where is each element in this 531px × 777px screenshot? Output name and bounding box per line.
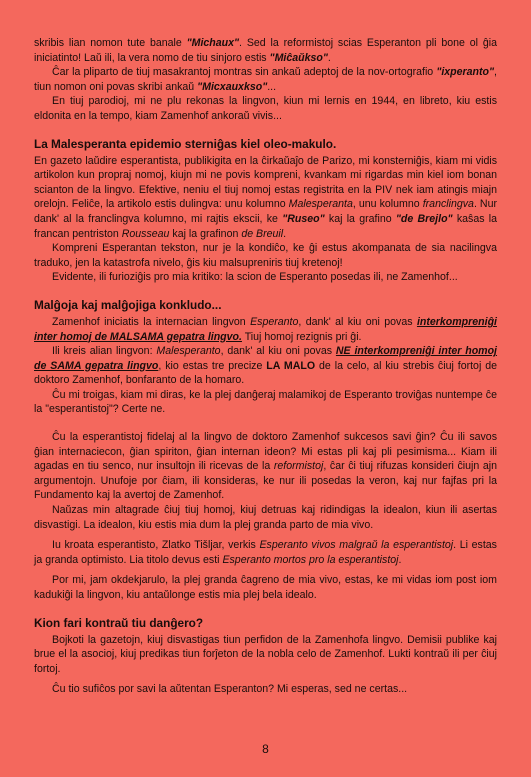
- section-heading: Malĝoja kaj malĝojiga konkludo...: [34, 297, 222, 312]
- paragraph: Naŭzas min altagrade ĉiuj tiuj homoj, kiuj detruas kaj ridindigas la idealon, kiun ili asertas disvastigi. La idealon, kiu estis mia dum la plej granda parto de mia vivo.: [34, 504, 497, 531]
- paragraph: skribis lian nomon tute banale "Michaux". Sed la reformistoj scias Esperanton pli bone ol ĝia iniciatinto! Laŭ ili, la vera nomo de tiu sinjoro estis "Miĉaŭkso".: [34, 37, 497, 64]
- section-heading: Kion fari kontraŭ tiu danĝero?: [34, 615, 204, 630]
- paragraph: Por mi, jam okdekjarulo, la plej granda ĉagreno de mia vivo, estas, ke mi vidas iom post iom kadukiĝi la lingvon, kiu antaŭlonge estis mia plej bela idealo.: [34, 574, 497, 601]
- paragraph: Iu kroata esperantisto, Zlatko Tišljar, verkis Esperanto vivos malgraŭ la esperantistoj. Li estas ja granda optimisto. Lia titolo devus esti Esperanto mortos pro la esperantistoj.: [34, 539, 497, 566]
- paragraph: Zamenhof iniciatis la internacian lingvon Esperanto, dank' al kiu oni povas interkompreniĝi inter homoj de MALSAMA gepatra lingvo. Tiuj homoj rezignis pri ĝi.: [34, 315, 497, 343]
- section-heading: La Malesperanta epidemio sterniĝas kiel oleo-makulo.: [34, 136, 337, 151]
- spacer: [34, 417, 497, 430]
- paragraph: Kompreni Esperantan tekston, nur je la kondiĉo, ke ĝi estus akompanata de sia nacilingva traduko, jen la katastrofa nivelo, ĝis kiu malsupreniris tiuj kretenoj!: [34, 242, 497, 269]
- spacer: [34, 603, 497, 616]
- paragraph: Ĉu mi troigas, kiam mi diras, ke la plej danĝeraj malamikoj de Esperanto troviĝas nuntempe ĉe la "esperantistoj"? Certe ne.: [34, 388, 497, 416]
- paragraph: Ĉu la esperantistoj fidelaj al la lingvo de doktoro Zamenhof sukcesos savi ĝin? Ĉu ili savos ĝian internaciecon, ĝian spiriton, ĝian internan ideon? Mi estas pli kaj pli pesimisma... Kiam ili agadas en tiu senco, nur insultojn ili ricevas de la reformistoj, ĉar ĉi tiuj rifuzas konsideri ĉiujn ajn argumentojn. Unufoje por ĉiam, ili konsideras, ke nur ili posedas la veron, kaj nur fajfas pri la Fundamento kaj la avertoj de Zamenhof.: [34, 431, 497, 502]
- paragraph: Bojkoti la gazetojn, kiuj disvastigas tiun perfidon de la Zamenhofa lingvo. Demisii publike kaj brue el la asocioj, kiuj predikas tiun forĵeton de la nobla celo de Zamenhof. Lukti kontraŭ ili per ĉiuj fortoj.: [34, 633, 497, 675]
- spacer: [34, 124, 497, 137]
- spacer: [34, 285, 497, 298]
- paragraph: Ili kreis alian lingvon: Malesperanto, dank' al kiu oni povas NE interkompreniĝi inter homoj de SAMA gepatra lingvo, kio estas tre precize LA MALO de la celo, al kiu strebis ĉiuj fortoj de doktoro Zamenhof, bonfaranto de la homaro.: [34, 345, 498, 387]
- article-body: [34, 36, 497, 697]
- page-number: 8: [262, 742, 269, 756]
- paragraph: En tiuj parodioj, mi ne plu rekonas la lingvon, kiun mi lernis en 1944, en libreto, kiu estis eldonita en la tempo, kiam Zamenhof ankoraŭ vivis...: [34, 95, 497, 122]
- paragraph: Ĉar la pliparto de tiuj masakrantoj montras sin ankaŭ adeptoj de la nov-ortografio "ixperanto", tiun nomon oni povas skribi ankaŭ "Micxauxkso"...: [34, 66, 497, 93]
- paragraph: Evidente, ili furioziĝis pro mia kritiko: la scion de Esperanto posedas ili, ne Zamenhof...: [52, 271, 458, 284]
- paragraph: En gazeto laŭdire esperantista, publikigita en la ĉirkaŭaĵo de Parizo, mi konsterniĝis, kiam mi vidis artikolon kun propraj nomoj, kiujn mi ne povis kompreni, kvankam mi rigardas min kiel iom bonan scianton de la lingvo. Efektive, neniu el tiuj nomoj estas registrita en la PIV nek iam atingis miajn orelojn. Feliĉe, la artikolo estis dulingva: unu kolumno Malesperanta, unu kolumno franclingva. Nur dank' al la franclingva kolumno, mi rajtis ekscii, ke "Ruseo" kaj la grafino "de Brejlo" kaŝas la francan pentriston Rousseau kaj la grafinon de Breuil.: [34, 154, 498, 240]
- paragraph: Ĉu tio sufiĉos por savi la aŭtentan Esperanton? Mi esperas, sed ne certas...: [52, 683, 408, 696]
